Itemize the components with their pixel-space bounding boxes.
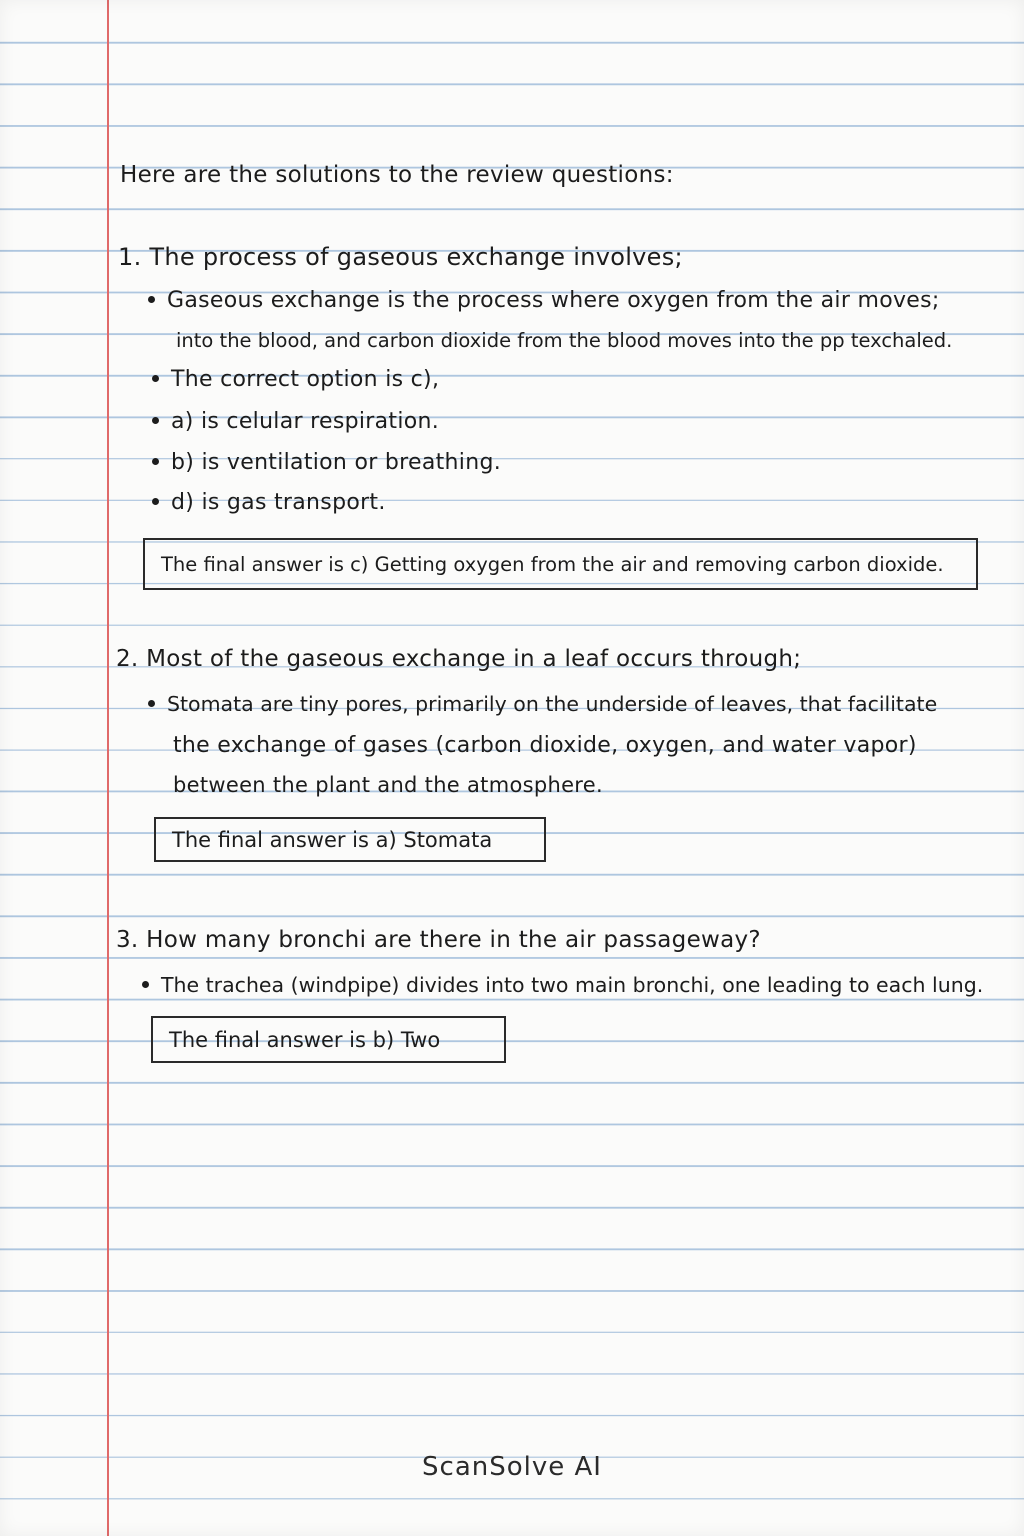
margin-line — [107, 0, 109, 1536]
question-2: 2. Most of the gaseous exchange in a leaf occurs through; — [116, 646, 802, 672]
q2-answer-box — [154, 817, 546, 862]
bullet-icon — [142, 981, 149, 988]
q2-bullet-1-line-2: the exchange of gases (carbon dioxide, oxygen, and water vapor) — [173, 733, 917, 758]
bullet-icon — [152, 498, 159, 505]
q3-answer-box — [151, 1016, 506, 1063]
intro-text: Here are the solutions to the review questions: — [120, 162, 674, 188]
q1-bullet-1 — [148, 290, 940, 312]
q1-answer-box — [143, 538, 978, 590]
q3-bullet-1: The trachea (windpipe) divides into two main bronchi, one leading to each lung. — [142, 975, 983, 996]
footer-brand: ScanSolve AI — [422, 1452, 602, 1482]
question-1: 1. The process of gaseous exchange involves; — [118, 243, 683, 271]
bullet-icon — [148, 296, 155, 303]
q1-bullet-3: a) is celular respiration. — [152, 411, 439, 433]
bullet-icon — [152, 417, 159, 424]
q1-bullet-4: b) is ventilation or breathing. — [152, 452, 501, 474]
question-3: 3. How many bronchi are there in the air passageway? — [116, 927, 761, 953]
q1-bullet-1-line-2: into the blood, and carbon dioxide from the blood moves into the pp texchaled. — [176, 329, 953, 352]
q1-bullet-1-line-1: Gaseous exchange is the process where oxygen from the air moves; — [167, 288, 940, 313]
q1-answer-text: The final answer is c) Getting oxygen from the air and removing carbon dioxide. — [161, 552, 944, 576]
q2-bullet-1-line-1: Stomata are tiny pores, primarily on the underside of leaves, that facilitate — [167, 692, 938, 716]
q1-bullet-2: The correct option is c), — [152, 369, 439, 391]
q1-bullet-5: d) is gas transport. — [152, 492, 386, 514]
bullet-icon — [148, 700, 155, 707]
q2-answer-text: The final answer is a) Stomata — [172, 827, 493, 852]
q2-bullet-1 — [148, 694, 937, 715]
q2-bullet-1-line-3: between the plant and the atmosphere. — [173, 773, 603, 797]
bullet-icon — [152, 458, 159, 465]
q3-answer-text: The final answer is b) Two — [169, 1027, 441, 1052]
bullet-icon — [152, 375, 159, 382]
